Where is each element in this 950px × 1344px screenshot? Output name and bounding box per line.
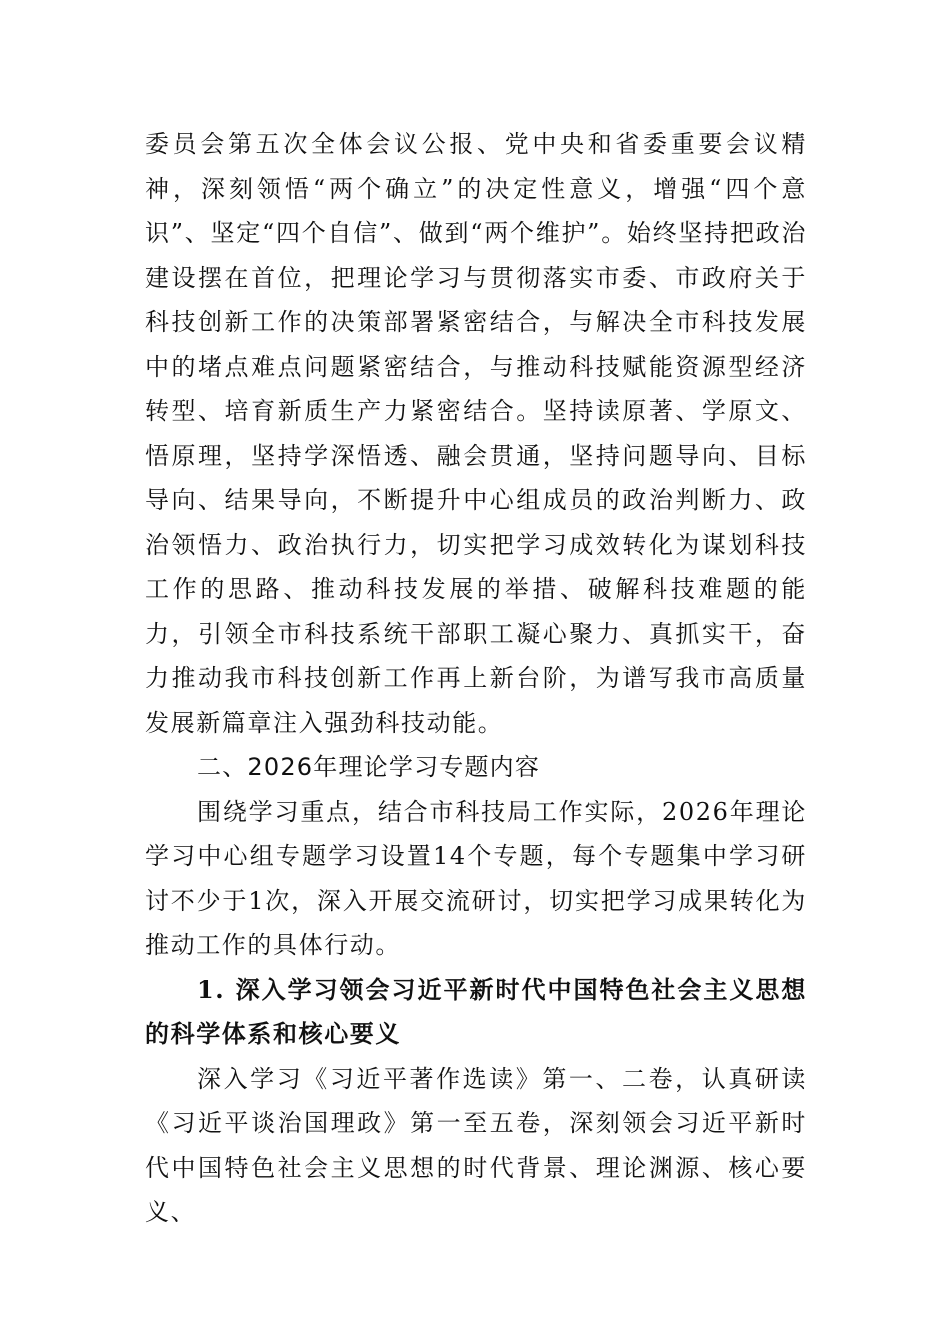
topic-heading: 1. 深入学习领会习近平新时代中国特色社会主义思想的科学体系和核心要义	[145, 974, 807, 1048]
body-paragraph: 深入学习《习近平著作选读》第一、二卷，认真研读《习近平谈治国理政》第一至五卷，深刻领会习近平新时代中国特色社会主义思想的时代背景、理论渊源、核心要义、	[145, 1064, 807, 1226]
section-heading: 二、2026年理论学习专题内容	[197, 753, 541, 781]
body-paragraph: 委员会第五次全体会议公报、党中央和省委重要会议精神，深刻领悟“两个确立”的决定性意义，增强“四个意识”、坚定“四个自信”、做到“两个维护”。始终坚持把政治建设摆在首位，把理论学习与贯彻落实市委、市政府关于科技创新工作的决策部署紧密结合，与解决全市科技发展中的堵点难点问题紧密结合，与推动科技赋能资源型经济转型、培育新质生产力紧密结合。坚持读原著、学原文、悟原理，坚持学深悟透、融会贯通，坚持问题导向、目标导向、结果导向，不断提升中心组成员的政治判断力、政治领悟力、政治执行力，切实把学习成效转化为谋划科技工作的思路、推动科技发展的举措、破解科技难题的能力，引领全市科技系统干部职工凝心聚力、真抓实干，奋力推动我市科技创新工作再上新台阶，为谱写我市高质量发展新篇章注入强劲科技动能。	[145, 130, 807, 737]
document-body	[145, 122, 807, 1235]
body-paragraph: 围绕学习重点，结合市科技局工作实际，2026年理论学习中心组专题学习设置14个专题，每个专题集中学习研讨不少于1次，深入开展交流研讨，切实把学习成果转化为推动工作的具体行动。	[145, 797, 807, 959]
